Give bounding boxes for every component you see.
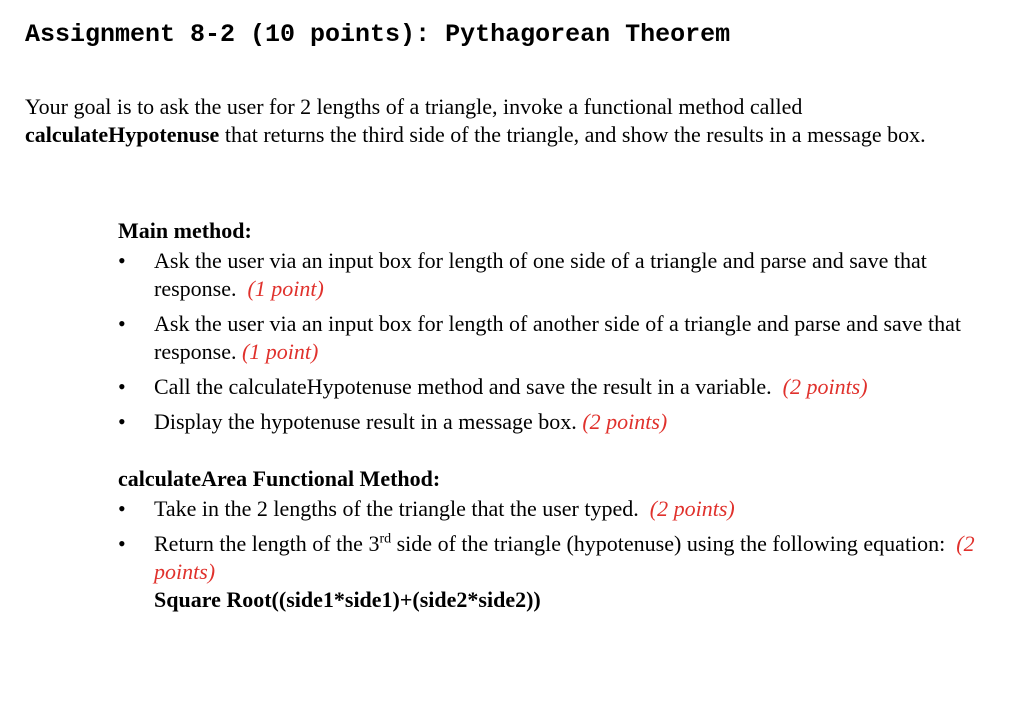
points-label: (2 points)	[154, 531, 975, 584]
bullet-icon: •	[118, 248, 126, 273]
points-label: (1 point)	[247, 276, 324, 301]
intro-text-part2: that returns the third side of the triangle, and show the results in a message box.	[219, 122, 926, 147]
list-item-text-after: side of the triangle (hypotenuse) using the following equation:	[391, 531, 946, 556]
bullet-icon: •	[118, 531, 126, 556]
list-item	[118, 310, 998, 366]
functional-method-section	[118, 465, 998, 614]
list-item	[118, 495, 998, 523]
list-item	[118, 530, 998, 614]
functional-method-list	[118, 495, 998, 614]
list-item-text: Ask the user via an input box for length of another side of a triangle and parse and save that response.	[154, 311, 962, 364]
list-item-text: Take in the 2 lengths of the triangle that the user typed.	[154, 496, 639, 521]
points-label: (1 point)	[241, 339, 319, 364]
functional-method-heading: calculateArea Functional Method:	[118, 466, 441, 491]
intro-method-name: calculateHypotenuse	[25, 122, 220, 147]
main-method-list	[118, 247, 998, 436]
list-item-text: Display the hypotenuse result in a message box.	[154, 409, 577, 434]
bullet-icon: •	[118, 409, 126, 434]
list-item	[118, 373, 998, 401]
main-method-heading: Main method:	[118, 218, 252, 243]
list-item	[118, 247, 998, 303]
points-label: (2 points)	[582, 409, 668, 434]
points-label: (2 points)	[782, 374, 868, 399]
list-item	[118, 408, 998, 436]
assignment-title: Assignment 8-2 (10 points): Pythagorean Theorem	[25, 20, 731, 49]
intro-text-part1: Your goal is to ask the user for 2 lengths of a triangle, invoke a functional method called	[25, 94, 803, 119]
main-method-section	[118, 217, 998, 436]
bullet-icon: •	[118, 374, 126, 399]
list-item-text: Ask the user via an input box for length of one side of a triangle and parse and save that response.	[154, 248, 927, 301]
hypotenuse-equation: Square Root((side1*side1)+(side2*side2))	[154, 587, 541, 612]
bullet-icon: •	[118, 496, 126, 521]
bullet-icon: •	[118, 311, 126, 336]
intro-paragraph	[25, 93, 965, 149]
points-label: (2 points)	[649, 496, 735, 521]
list-item-text: Call the calculateHypotenuse method and save the result in a variable.	[154, 374, 772, 399]
ordinal-superscript: rd	[379, 531, 392, 547]
list-item-text-before: Return the length of the 3	[154, 531, 380, 556]
